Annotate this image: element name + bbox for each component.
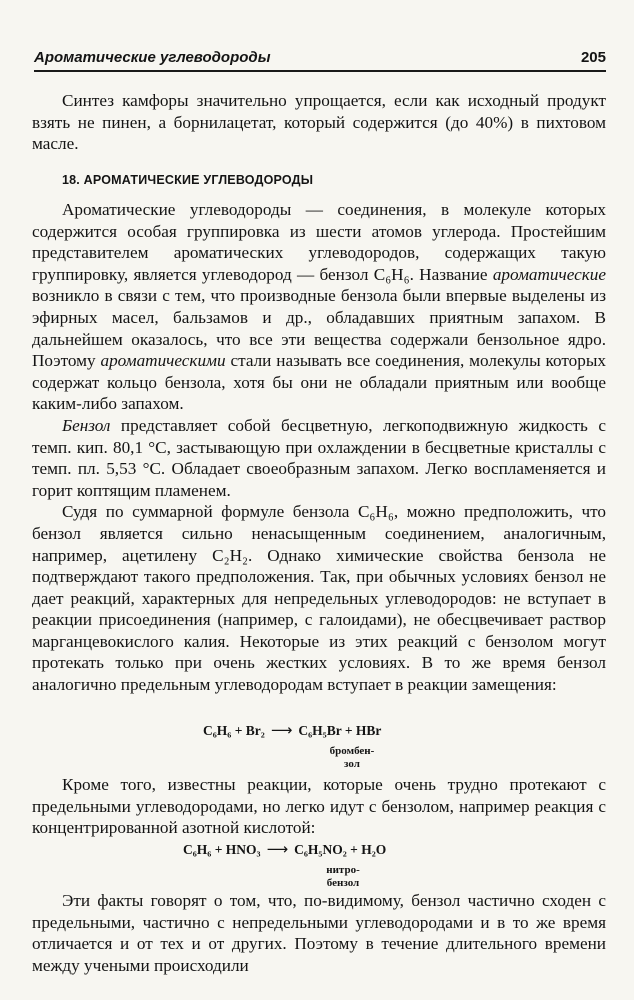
eq2-products: C₆H₅NO₂ + H₂O: [294, 842, 387, 857]
main-text-block-3: [32, 890, 606, 976]
equation-nitration: [183, 840, 386, 858]
reaction-arrow-icon: ⟶: [270, 721, 293, 739]
eq1-note-line2: зол: [344, 758, 360, 770]
running-title: Ароматические углеводороды: [34, 49, 271, 66]
eq2-note-line1: нитро-: [326, 864, 360, 876]
p2-text: представляет собой бесцветную, легкоподвижную жидкость с темп. кип. 80,1 °С, застывающую при охлаждении в бесцветные кристаллы с темп. пл. 5,53 °С. Обладает своеобразным запахом. Легко воспламеняется и горит коптящим пламенем.: [32, 415, 606, 500]
p1-italic-aromatic-plural: ароматическими: [100, 351, 226, 371]
p2-italic-benzene: Бензол: [62, 415, 111, 435]
paragraph-benzene-properties: [32, 415, 606, 501]
paragraph-aromatic-definition: [32, 199, 606, 415]
p1-text-b: возникло в связи с тем, что производные бензола были впервые выделены из эфирных масел, бальзамов и др., обладавших приятным запахом. В дальнейшем оказалось, что все эти вещества содержали бензольное ядро. Поэтому: [32, 286, 606, 371]
eq1-reactants: C₆H₆ + Br₂: [203, 723, 265, 738]
running-header: [34, 44, 606, 72]
intro-paragraph: Синтез камфоры значительно упрощается, если как исходный продукт взять не пинен, а борнилацетат, который содержится (до 40%) в пихтовом масле.: [32, 91, 606, 154]
main-text-block-1: [32, 199, 606, 696]
eq2-product-label: [313, 864, 373, 890]
paragraph-benzene-reactions: Судя по суммарной формуле бензола C₆H₆, можно предположить, что бензол является сильно ненасыщенным соединением, аналогичным, например, ацетилену C₂H₂. Однако химические свойства бензола не подтверждают такого предположения. Так, при обычных условиях бензол не дает реакций, характерных для непредельных углеводородов: не вступает в реакции присоединения (например, с галоидами), не обесцвечивает раствор марганцевокислого калия. Некоторые из этих реакций с бензолом могут протекать только при очень жестких условиях. В то же время бензол аналогично предельным углеводородам вступает в реакции замещения:: [32, 502, 606, 695]
eq2-reactants: C₆H₆ + HNO₃: [183, 842, 261, 857]
reaction-arrow-icon: ⟶: [266, 840, 289, 858]
book-page: [26, 0, 606, 1000]
main-text-block-2: [32, 774, 606, 839]
p1-text-c: стали называть все соединения, молекулы которых содержат кольцо бензола, хотя бы они не обладали приятным или вообще каким-либо запахом.: [32, 351, 606, 414]
eq1-product-label: [322, 745, 382, 771]
intro-block: [32, 90, 606, 155]
equation-bromination: [203, 721, 381, 739]
eq2-note-line2: бензол: [326, 877, 360, 889]
paragraph-nitration-intro: Кроме того, известны реакции, которые очень трудно протекают с предельными углеводородами, но легко идут с бензолом, например реакция с концентрированной азотной кислотой:: [32, 775, 606, 838]
section-heading: 18. АРОМАТИЧЕСКИЕ УГЛЕВОДОРОДЫ: [62, 173, 314, 187]
paragraph-conclusion: Эти факты говорят о том, что, по-видимому, бензол частично сходен с предельными, частично с непредельными углеводородами и в то же время отличается и от тех и от других. Поэтому в течение длительного времени между учеными происходили: [32, 891, 606, 975]
page-number: 205: [580, 49, 606, 66]
eq1-note-line1: бромбен-: [329, 745, 375, 757]
eq1-products: C₆H₅Br + HBr: [298, 723, 382, 738]
p1-text-a: Ароматические углеводороды — соединения, в молекуле которых содержится особая группировка из шести атомов углерода. Простейшим представителем ароматических углеводородов, содержащих такую группировку, является углеводород — бензол C₆H₆. Название: [32, 200, 606, 284]
p1-italic-aromatic: ароматические: [492, 264, 606, 284]
